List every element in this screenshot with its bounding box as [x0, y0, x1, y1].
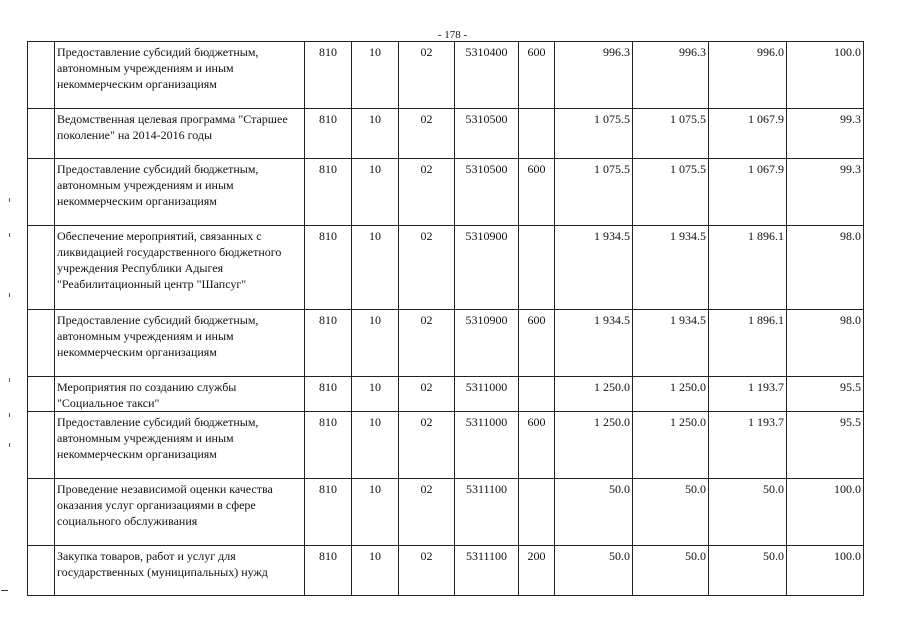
- cell-subsection: 02: [399, 310, 455, 377]
- cell-plan: 1 075.5: [555, 159, 633, 226]
- cell-percent: 95.5: [787, 377, 864, 412]
- table-row: [28, 546, 864, 596]
- cell-section: 10: [352, 310, 399, 377]
- cell-executed: 1 896.1: [709, 226, 787, 310]
- margin-mark: [9, 233, 10, 237]
- cell-ministry: 810: [305, 377, 352, 412]
- cell-plan: 1 250.0: [555, 412, 633, 479]
- table-row: [28, 109, 864, 159]
- cell-name: Обеспечение мероприятий, связанных с ликвидацией государственного бюджетного учреждения Республики Адыгея "Реабилитационный центр "Шапсуг": [55, 226, 305, 310]
- cell-ministry: 810: [305, 479, 352, 546]
- cell-section: 10: [352, 159, 399, 226]
- cell-expense-type: 600: [519, 310, 555, 377]
- cell-executed: 50.0: [709, 479, 787, 546]
- cell-percent: 100.0: [787, 42, 864, 109]
- page-number: - 178 -: [437, 29, 468, 41]
- margin-mark: [9, 378, 10, 382]
- table-row: [28, 42, 864, 109]
- cell-refined: 50.0: [633, 546, 709, 596]
- cell-expense-type: 600: [519, 159, 555, 226]
- cell-subsection: 02: [399, 159, 455, 226]
- cell-ministry: 810: [305, 546, 352, 596]
- table-row: [28, 226, 864, 310]
- row-margin-cell: [28, 159, 55, 226]
- table-row: [28, 479, 864, 546]
- cell-executed: 1 193.7: [709, 412, 787, 479]
- cell-name: Предоставление субсидий бюджетным, автономным учреждениям и иным некоммерческим организациям: [55, 159, 305, 226]
- cell-ministry: 810: [305, 310, 352, 377]
- cell-executed: 1 193.7: [709, 377, 787, 412]
- row-margin-cell: [28, 412, 55, 479]
- cell-plan: 1 934.5: [555, 310, 633, 377]
- cell-subsection: 02: [399, 479, 455, 546]
- cell-name: Предоставление субсидий бюджетным, автономным учреждениям и иным некоммерческим организациям: [55, 310, 305, 377]
- cell-plan: 1 250.0: [555, 377, 633, 412]
- cell-executed: 1 896.1: [709, 310, 787, 377]
- cell-percent: 98.0: [787, 226, 864, 310]
- cell-name: Предоставление субсидий бюджетным, автономным учреждениям и иным некоммерческим организациям: [55, 412, 305, 479]
- cell-subsection: 02: [399, 546, 455, 596]
- row-margin-cell: [28, 42, 55, 109]
- cell-target: 5310900: [455, 310, 519, 377]
- cell-plan: 50.0: [555, 546, 633, 596]
- cell-expense-type: [519, 109, 555, 159]
- cell-ministry: 810: [305, 42, 352, 109]
- margin-mark: [9, 198, 10, 202]
- cell-ministry: 810: [305, 159, 352, 226]
- cell-section: 10: [352, 479, 399, 546]
- cell-section: 10: [352, 226, 399, 310]
- cell-refined: 1 250.0: [633, 412, 709, 479]
- cell-target: 5310400: [455, 42, 519, 109]
- cell-percent: 99.3: [787, 159, 864, 226]
- budget-table-body: [28, 42, 864, 596]
- cell-ministry: 810: [305, 412, 352, 479]
- row-margin-cell: [28, 109, 55, 159]
- cell-target: 5310900: [455, 226, 519, 310]
- cell-subsection: 02: [399, 42, 455, 109]
- cell-refined: 1 075.5: [633, 159, 709, 226]
- cell-subsection: 02: [399, 109, 455, 159]
- cell-percent: 100.0: [787, 546, 864, 596]
- cell-refined: 1 934.5: [633, 226, 709, 310]
- cell-refined: 1 934.5: [633, 310, 709, 377]
- cell-target: 5310500: [455, 159, 519, 226]
- cell-refined: 1 250.0: [633, 377, 709, 412]
- cell-refined: 1 075.5: [633, 109, 709, 159]
- cell-expense-type: 600: [519, 412, 555, 479]
- margin-mark: [9, 293, 10, 297]
- cell-target: 5311000: [455, 412, 519, 479]
- cell-executed: 50.0: [709, 546, 787, 596]
- cell-percent: 98.0: [787, 310, 864, 377]
- margin-mark: [9, 413, 10, 417]
- row-margin-cell: [28, 226, 55, 310]
- table-row: [28, 412, 864, 479]
- cell-percent: 99.3: [787, 109, 864, 159]
- cell-percent: 95.5: [787, 412, 864, 479]
- cell-plan: 1 075.5: [555, 109, 633, 159]
- cell-expense-type: 600: [519, 42, 555, 109]
- cell-target: 5311000: [455, 377, 519, 412]
- cell-plan: 50.0: [555, 479, 633, 546]
- cell-section: 10: [352, 42, 399, 109]
- cell-name: Проведение независимой оценки качества оказания услуг организациями в сфере социального обслуживания: [55, 479, 305, 546]
- cell-ministry: 810: [305, 109, 352, 159]
- cell-executed: 1 067.9: [709, 109, 787, 159]
- cell-executed: 996.0: [709, 42, 787, 109]
- budget-table: [27, 41, 864, 596]
- row-margin-cell: [28, 310, 55, 377]
- cell-refined: 996.3: [633, 42, 709, 109]
- cell-section: 10: [352, 546, 399, 596]
- row-margin-cell: [28, 546, 55, 596]
- margin-mark: [9, 443, 10, 447]
- cell-expense-type: [519, 377, 555, 412]
- cell-name: Предоставление субсидий бюджетным, автономным учреждениям и иным некоммерческим организациям: [55, 42, 305, 109]
- cell-name: Ведомственная целевая программа "Старшее поколение" на 2014-2016 годы: [55, 109, 305, 159]
- cell-target: 5311100: [455, 546, 519, 596]
- cell-percent: 100.0: [787, 479, 864, 546]
- cell-plan: 1 934.5: [555, 226, 633, 310]
- cell-expense-type: [519, 226, 555, 310]
- cell-expense-type: [519, 479, 555, 546]
- row-margin-cell: [28, 479, 55, 546]
- cell-subsection: 02: [399, 377, 455, 412]
- cell-name: Закупка товаров, работ и услуг для государственных (муниципальных) нужд: [55, 546, 305, 596]
- cell-section: 10: [352, 377, 399, 412]
- table-row: [28, 159, 864, 226]
- row-margin-cell: [28, 377, 55, 412]
- cell-section: 10: [352, 109, 399, 159]
- cell-plan: 996.3: [555, 42, 633, 109]
- cell-section: 10: [352, 412, 399, 479]
- cell-executed: 1 067.9: [709, 159, 787, 226]
- cell-name: Мероприятия по созданию службы "Социальное такси": [55, 377, 305, 412]
- cell-subsection: 02: [399, 226, 455, 310]
- cell-ministry: 810: [305, 226, 352, 310]
- cell-target: 5310500: [455, 109, 519, 159]
- table-row: [28, 377, 864, 412]
- cell-target: 5311100: [455, 479, 519, 546]
- margin-dash: [1, 590, 8, 591]
- cell-expense-type: 200: [519, 546, 555, 596]
- cell-refined: 50.0: [633, 479, 709, 546]
- table-row: [28, 310, 864, 377]
- cell-subsection: 02: [399, 412, 455, 479]
